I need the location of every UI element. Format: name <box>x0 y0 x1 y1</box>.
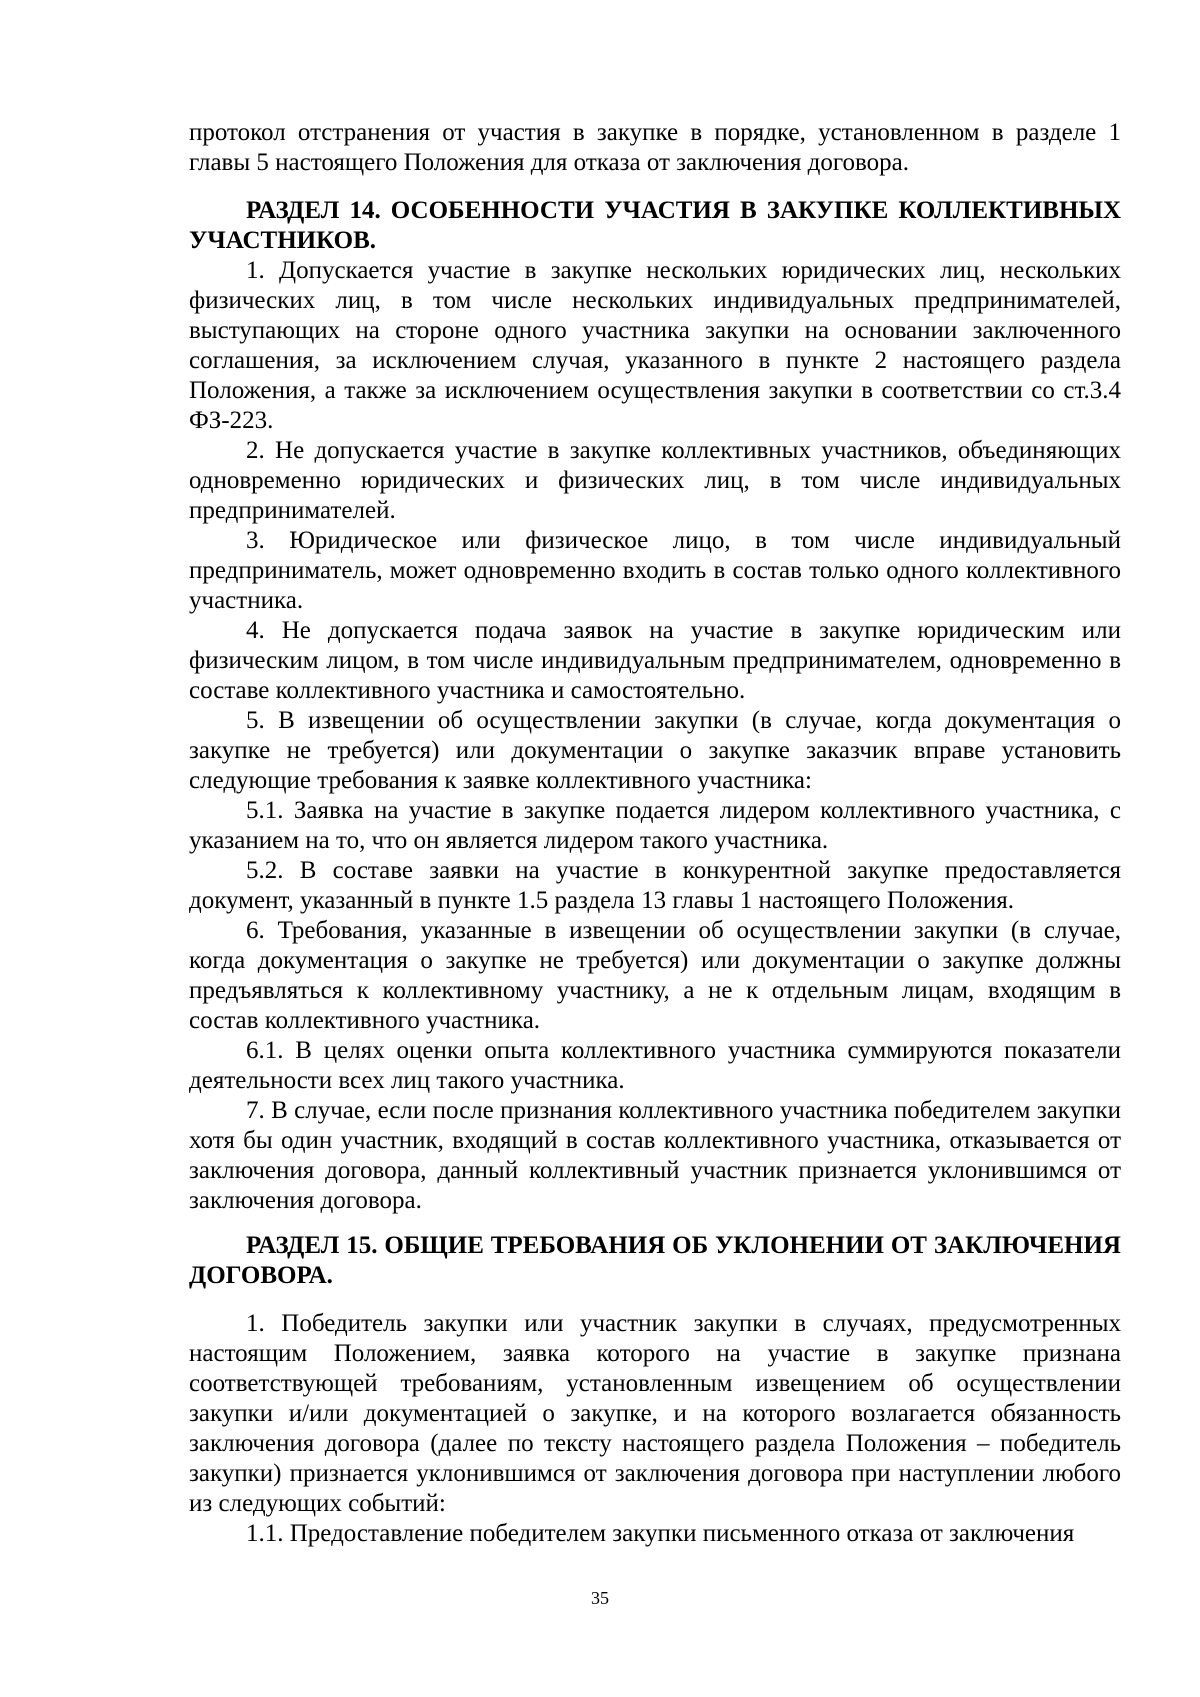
section-15-heading: РАЗДЕЛ 15. ОБЩИЕ ТРЕБОВАНИЯ ОБ УКЛОНЕНИИ ОТ ЗАКЛЮЧЕНИЯ ДОГОВОРА. <box>189 1232 1121 1289</box>
section-14-item-6-1: 6.1. В целях оценки опыта коллективного участника суммируются показатели деятельности всех лиц такого участника. <box>189 1037 1121 1094</box>
section-14-item-5-2: 5.2. В составе заявки на участие в конкурентной закупке предоставляется документ, указанный в пункте 1.5 раздела 13 главы 1 настоящего Положения. <box>189 857 1121 914</box>
section-14-item-5: 5. В извещении об осуществлении закупки (в случае, когда документация о закупке не требуется) или документации о закупке заказчик вправе установить следующие требования к заявке коллективного участника: <box>189 707 1121 794</box>
intro-paragraph: протокол отстранения от участия в закупке в порядке, установленном в разделе 1 главы 5 настоящего Положения для отказа от заключения договора. <box>189 119 1121 176</box>
section-14-item-3: 3. Юридическое или физическое лицо, в том числе индивидуальный предприниматель, может одновременно входить в состав только одного коллективного участника. <box>189 527 1121 614</box>
section-14-heading: РАЗДЕЛ 14. ОСОБЕННОСТИ УЧАСТИЯ В ЗАКУПКЕ КОЛЛЕКТИВНЫХ УЧАСТНИКОВ. <box>189 197 1121 254</box>
section-14-item-4: 4. Не допускается подача заявок на участие в закупке юридическим или физическим лицом, в том числе индивидуальным предпринимателем, одновременно в составе коллективного участника и самостоятельно. <box>189 617 1121 704</box>
document-page <box>189 118 1121 1549</box>
section-14-item-7: 7. В случае, если после признания коллективного участника победителем закупки хотя бы один участник, входящий в состав коллективного участника, отказывается от заключения договора, данный коллективный участник признается уклонившимся от заключения договора. <box>189 1097 1121 1214</box>
section-15-item-1: 1. Победитель закупки или участник закупки в случаях, предусмотренных настоящим Положением, заявка которого на участие в закупке признана соответствующей требованиям, установленным извещением об осуществлении закупки и/или документацией о закупке, и на которого возлагается обязанность заключения договора (далее по тексту настоящего раздела Положения – победитель закупки) признается уклонившимся от заключения договора при наступлении любого из следующих событий: <box>189 1310 1121 1517</box>
section-15-item-1-1: 1.1. Предоставление победителем закупки письменного отказа от заключения <box>246 1520 1075 1547</box>
section-14-item-6: 6. Требования, указанные в извещении об осуществлении закупки (в случае, когда документация о закупке не требуется) или документации о закупке должны предъявляться к коллективному участнику, а не к отдельным лицам, входящим в состав коллективного участника. <box>189 917 1121 1034</box>
page-number: 35 <box>591 1588 609 1608</box>
section-14-item-5-1: 5.1. Заявка на участие в закупке подается лидером коллективного участника, с указанием на то, что он является лидером такого участника. <box>189 797 1121 854</box>
section-14-item-2: 2. Не допускается участие в закупке коллективных участников, объединяющих одновременно юридических и физических лиц, в том числе индивидуальных предпринимателей. <box>189 437 1121 524</box>
section-14-item-1: 1. Допускается участие в закупке нескольких юридических лиц, нескольких физических лиц, в том числе нескольких индивидуальных предпринимателей, выступающих на стороне одного участника закупки на основании заключенного соглашения, за исключением случая, указанного в пункте 2 настоящего раздела Положения, а также за исключением осуществления закупки в соответствии со ст.3.4 ФЗ-223. <box>189 257 1121 434</box>
